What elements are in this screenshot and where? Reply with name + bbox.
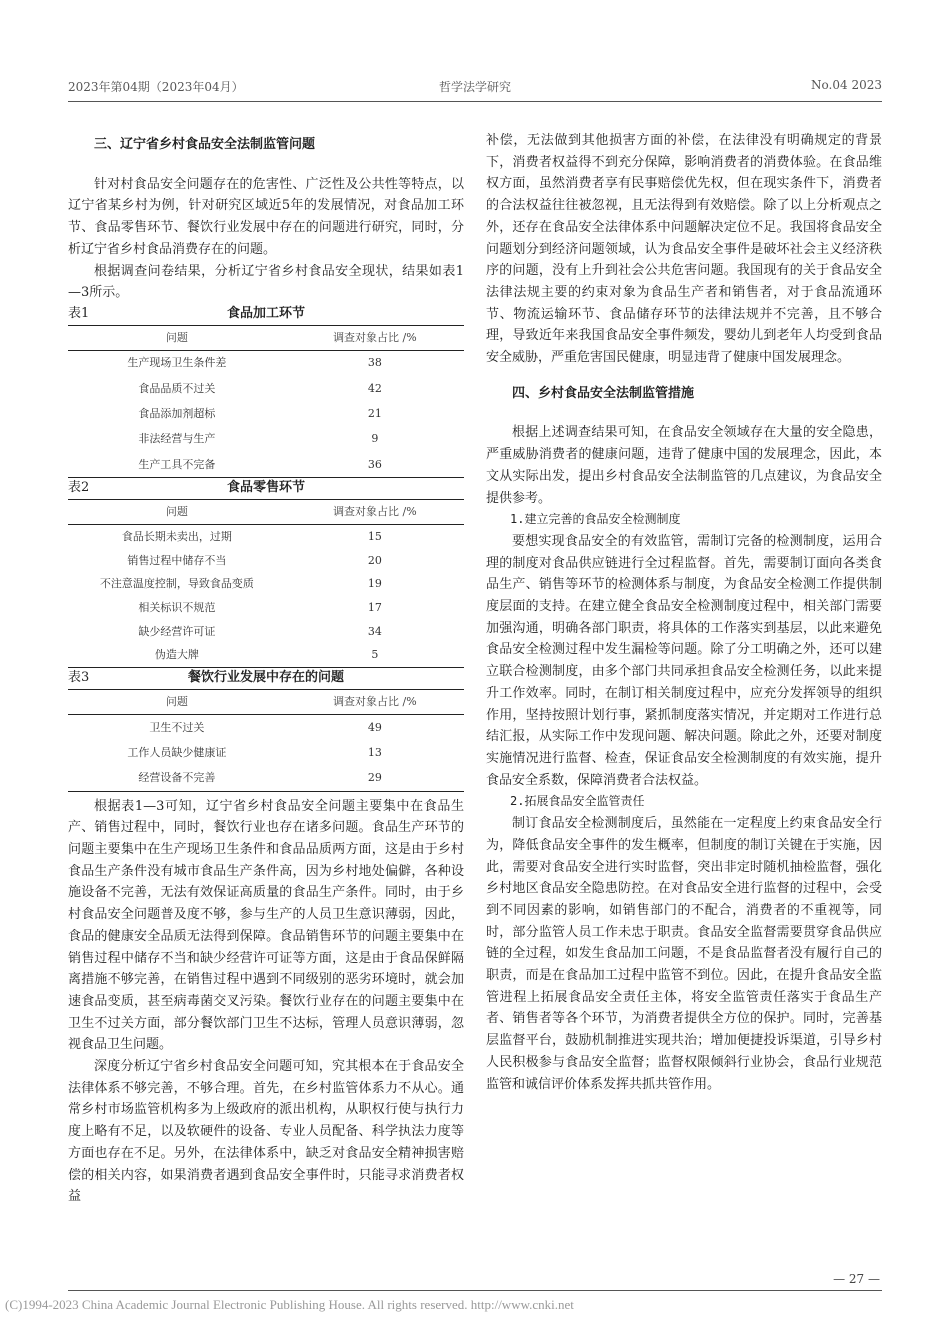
table-cell: 5	[286, 643, 464, 667]
table-row	[68, 350, 464, 376]
paragraph: 制订食品安全检测制度后，虽然能在一定程度上约束食品安全行为，降低食品安全事件的发生概率，但制度的制订关键在于实施，因此，需要对食品安全进行实时监督，突出非定时随机抽检监督，强化乡村地区食品安全隐患防控。在对食品安全进行监督的过程中，会受到不同因素的影响，如销售部门的不配合，消费者的不重视等，同时，部分监管人员工作未忠于职责。食品安全监督需要贯穿食品供应链的全过程，如发生食品加工问题，不是食品监督者没有履行自己的职责，而是在食品加工过程中监管不到位。因此，在提升食品安全监管进程上拓展食品安全责任主体，将安全监管责任落实于食品生产者、销售者等各个环节，为消费者提供全方位的保护。同时，完善基层监督平台，鼓励机制推进实现共治；增加便捷投诉渠道，引导乡村人民积极参与食品安全监督；监督权限倾斜行业协会，食品行业规范监管和诚信评价体系发挥共抓共管作用。	[486, 816, 882, 1092]
table-cell: 38	[367, 356, 382, 370]
paragraph: 针对村食品安全问题存在的危害性、广泛性及公共性等特点，以辽宁省某乡村为例，针对研究区域近5年的发展情况，对食品加工环节、食品零售环节、餐饮行业发展中存在的问题进行研究，同时，分析辽宁省乡村食品消费存在的问题。	[68, 176, 464, 257]
paragraph: 根据上述调查结果可知，在食品安全领域存在大量的安全隐患，严重威胁消费者的健康问题，违背了健康中国的发展理念，因此，本文从实际出发，提出乡村食品安全法制监管的几点建议，为食品安全提供参考。	[486, 425, 882, 506]
table-row	[68, 714, 464, 740]
table-cell: 食品长期未卖出，过期	[121, 529, 232, 543]
paragraph: 根据表1—3可知，辽宁省乡村食品安全问题主要集中在食品生产、销售过程中，同时，餐饮行业也存在诸多问题。食品生产环节的问题主要集中在生产现场卫生条件和食品品质两方面，这是由于乡村食品生产条件没有城市食品生产条件高，因为乡村地处偏僻，各种设施设备不完善，无法有效保证高质量的食品生产条件。同时，由于乡村食品安全问题普及度不够，参与生产的人员卫生意识薄弱，因此，食品的健康安全品质无法得到保障。食品销售环节的问题主要集中在销售过程中储存不当和缺少经营许可证等方面，这是由于食品保鲜隔离措施不够完善，在销售过程中遇到不同级别的恶劣环境时，就会加速食品变质，甚至病毒菌交叉污染。餐饮行业存在的问题主要集中在卫生不过关方面，部分餐饮部门卫生不达标，管理人员意识薄弱，忽视食品卫生问题。	[68, 798, 464, 1053]
right-column	[486, 130, 882, 1095]
table-cell: 不注意温度控制，导致食品变质	[99, 577, 254, 591]
table-cell: 非法经营与生产	[138, 432, 216, 446]
header-issue-number: No.04 2023	[811, 78, 882, 92]
table-cell: 卫生不过关	[149, 720, 205, 734]
table-cell: 生产工具不完备	[68, 452, 286, 478]
paragraph: 根据调查问卷结果，分析辽宁省乡村食品安全现状，结果如表1—3所示。	[68, 263, 464, 301]
table-1	[68, 304, 464, 478]
table-number: 表2	[68, 480, 90, 496]
table-row	[68, 620, 464, 644]
table-row	[68, 401, 464, 426]
table-row	[68, 596, 464, 620]
paragraph-continued: 补偿，无法做到其他损害方面的补偿，在法律没有明确规定的背景下，消费者权益得不到充分保障，影响消费者的消费体验。在食品维权方面，虽然消费者享有民事赔偿优先权，但在现实条件下，消费者的合法权益往往被忽视，且无法得到有效赔偿。除了以上分析观点之外，还存在食品安全法律体系中问题解决定位不足。我国将食品安全问题划分到经济问题领域，认为食品安全事件是破坏社会主义经济秩序的问题，没有上升到社会公共危害问题。我国现有的关于食品安全法律法规主要的约束对象为食品生产者和销售者，对于食品流通环节、物流运输环节、食品储存环节的法律法规并不完善，且不够合理，导致近年来我国食品安全事件频发，婴幼儿到老年人均受到食品安全威胁，严重危害国民健康，明显违背了健康中国发展理念。	[486, 133, 882, 366]
footer-divider	[68, 1290, 882, 1291]
table-row	[68, 643, 464, 667]
table-cell: 15	[367, 529, 382, 543]
table-cell: 17	[367, 600, 382, 614]
table-cell: 36	[286, 452, 464, 478]
table-title: 食品加工环节	[226, 306, 305, 322]
column-header: 调查对象占比 /%	[286, 500, 464, 524]
table-cell: 伪造大牌	[68, 643, 286, 667]
running-header	[68, 78, 882, 100]
table-row	[68, 765, 464, 791]
table-title: 餐饮行业发展中存在的问题	[187, 670, 344, 686]
column-header: 问题	[68, 326, 286, 350]
column-header: 调查对象占比 /%	[286, 326, 464, 350]
header-issue: 2023年第04期（2023年04月）	[68, 80, 244, 94]
table-caption	[68, 668, 464, 690]
table-number: 表1	[68, 306, 90, 322]
table-3	[68, 668, 464, 792]
table-cell: 缺少经营许可证	[138, 624, 216, 638]
table-header-row	[68, 690, 464, 714]
table-row	[68, 452, 464, 478]
table-caption	[68, 304, 464, 326]
column-header: 问题	[68, 500, 286, 524]
table-2	[68, 478, 464, 668]
column-header: 问题	[68, 690, 286, 714]
data-table	[68, 326, 464, 478]
table-row	[68, 549, 464, 573]
table-cell: 工作人员缺少健康证	[127, 745, 227, 759]
table-cell: 经营设备不完善	[68, 765, 286, 791]
table-cell: 食品品质不过关	[138, 381, 216, 395]
page-number: — 27 —	[833, 1272, 880, 1286]
table-cell: 49	[367, 720, 382, 734]
table-number: 表3	[68, 670, 90, 686]
table-cell: 销售过程中储存不当	[127, 553, 227, 567]
subsection-1-title: 1.建立完善的食品安全检测制度	[510, 512, 681, 527]
section-3-title: 三、辽宁省乡村食品安全法制监管问题	[94, 137, 316, 152]
table-cell: 相关标识不规范	[138, 600, 216, 614]
table-row	[68, 740, 464, 765]
header-divider	[68, 101, 882, 102]
subsection-2-title: 2.拓展食品安全监管责任	[510, 794, 645, 809]
table-cell: 9	[371, 432, 379, 446]
table-row	[68, 572, 464, 596]
left-column	[68, 130, 464, 1208]
data-table	[68, 690, 464, 792]
table-cell: 20	[367, 553, 382, 567]
table-cell: 19	[367, 577, 382, 591]
paragraph: 深度分析辽宁省乡村食品安全问题可知，究其根本在于食品安全法律体系不够完善，不够合理。首先，在乡村监管体系力不从心。通常乡村市场监管机构多为上级政府的派出机构，从职权行使与执行力度上略有不足，以及软硬件的设备、专业人员配备、科学执法力度等方面也存在不足。另外，在法律体系中，缺乏对食品安全精神损害赔偿的相关内容，如果消费者遇到食品安全事件时，只能寻求消费者权益	[68, 1059, 464, 1205]
table-header-row	[68, 326, 464, 350]
data-table	[68, 500, 464, 668]
table-cell: 42	[367, 381, 382, 395]
header-journal-section: 哲学法学研究	[438, 80, 511, 94]
table-header-row	[68, 500, 464, 524]
column-header: 调查对象占比 /%	[286, 690, 464, 714]
section-4-title: 四、乡村食品安全法制监管措施	[512, 385, 695, 401]
table-caption	[68, 478, 464, 500]
table-cell: 29	[286, 765, 464, 791]
table-cell: 生产现场卫生条件差	[127, 356, 227, 370]
table-row	[68, 524, 464, 548]
table-cell: 21	[367, 407, 382, 421]
table-row	[68, 427, 464, 452]
table-cell: 食品添加剂超标	[138, 407, 216, 421]
paragraph: 要想实现食品安全的有效监管，需制订完备的检测制度，运用合理的制度对食品供应链进行全过程监督。首先，需要制订面向各类食品生产、销售等环节的检测体系与制度，为食品安全检测工作提供制度层面的支持。在建立健全食品安全检测制度过程中，相关部门需要加强沟通，明确各部门职责，将具体的工作落实到基层，以此来避免食品安全检测过程中发生漏检等问题。除了分工明确之外，还可以建立联合检测制度，由多个部门共同承担食品安全检测任务，以此来提升工作效率。同时，在制订相关制度过程中，应充分发挥领导的组织作用，坚持按照计划行事，紧抓制度落实情况，并定期对工作进行总结汇报，从实际工作中发现问题、解决问题。除此之外，还要对制度实施情况进行监督、检查，保证食品安全检测制度的有效实施，提升食品安全系数，保障消费者合法权益。	[486, 533, 882, 788]
table-cell: 34	[367, 624, 382, 638]
copyright-footer: (C)1994-2023 China Academic Journal Electronic Publishing House. All rights reserved. http://www.cnki.net	[5, 1297, 574, 1312]
table-row	[68, 376, 464, 401]
table-cell: 13	[367, 745, 382, 759]
table-title: 食品零售环节	[226, 480, 305, 496]
